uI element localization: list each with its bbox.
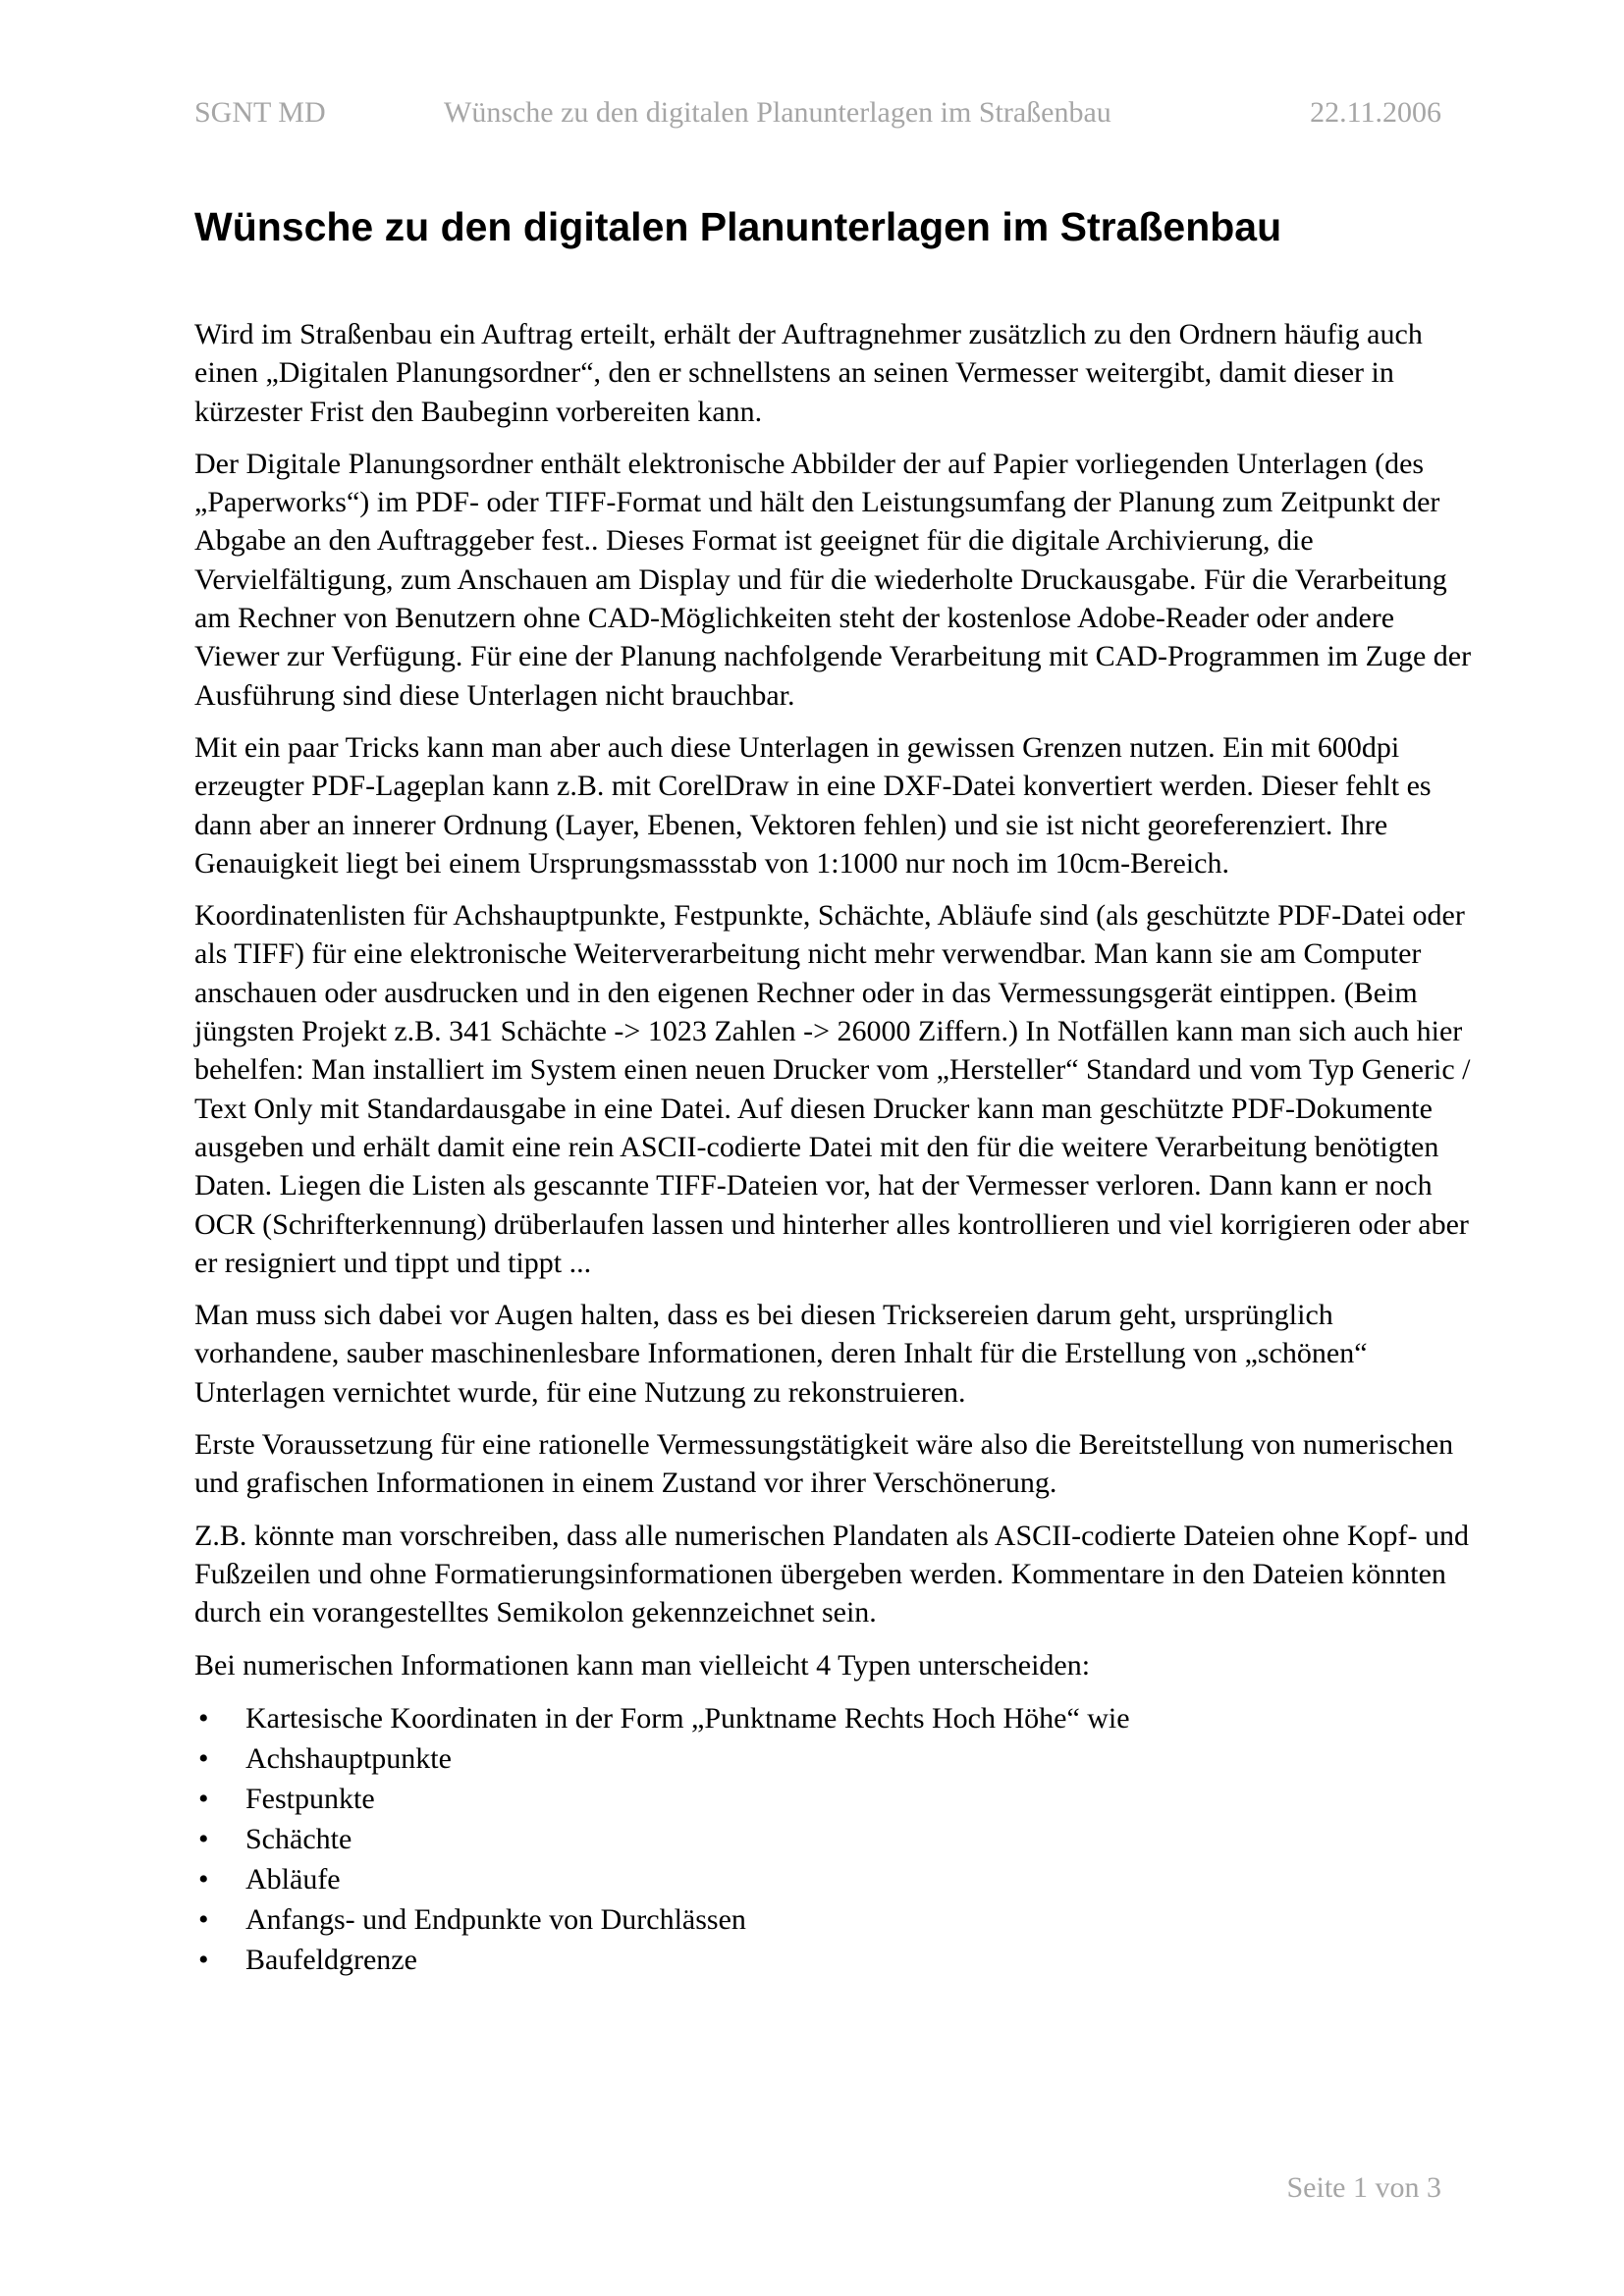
page-number: Seite 1 von 3 [1286,2171,1441,2204]
bullet-icon: • [198,1862,209,1896]
paragraph: Wird im Straßenbau ein Auftrag erteilt, erhält der Auftragnehmer zusätzlich zu den Ordnern häufig auch einen „Digitalen Planungsordner“, den er schnellstens an seinen Vermesser weitergibt, damit dieser in kürzester Frist den Baubeginn vorbereiten kann. [194,318,1423,428]
paragraph: Mit ein paar Tricks kann man aber auch diese Unterlagen in gewissen Grenzen nutzen. Ein mit 600dpi erzeugter PDF-Lageplan kann z.B. mit CorelDraw in eine DXF-Datei konvertiert werden. Dieser fehlt es dann aber an innerer Ordnung (Layer, Ebenen, Vektoren fehlen) und sie ist nicht georeferenziert. Ihre Genauigkeit liegt bei einem Ursprungsmassstab von 1:1000 nur noch im 10cm-Bereich. [194,730,1432,880]
header-organization: SGNT MD [194,96,326,129]
paragraph: Koordinatenlisten für Achshauptpunkte, Festpunkte, Schächte, Abläufe sind (als geschützte PDF-Datei oder als TIFF) für eine elektronische Weiterverarbeitung nicht mehr verwendbar. Man kann sie am Computer anschauen oder ausdrucken und in den eigenen Rechner oder in das Vermessungsgerät eintippen. (Beim jüngsten Projekt z.B. 341 Schächte -> 1023 Zahlen -> 26000 Ziffern.) In Notfällen kann man sich auch hier behelfen: Man installiert im System einen neuen Drucker vom „Hersteller“ Standard und vom Typ Generic / Text Only mit Standardausgabe in eine Datei. Auf diesen Drucker kann man geschützte PDF-Dokumente ausgeben und erhält damit eine rein ASCII-codierte Datei mit den für die weitere Verarbeitung benötigten Daten. Liegen die Listen als gescannte TIFF-Dateien vor, hat der Vermesser verloren. Dann kann er noch OCR (Schrifterkennung) drüberlaufen lassen und hinterher alles kontrollieren und viel korrigieren oder aber er resigniert und tippt und tippt ... [194,899,1471,1279]
list-item-text: Festpunkte [245,1782,375,1815]
list-item [194,1940,1481,1980]
list-item-text: Anfangs- und Endpunkte von Durchlässen [245,1902,746,1936]
page-header [194,96,1441,139]
bullet-list [194,1698,1481,1980]
list-item-text: Schächte [245,1822,352,1855]
list-item [194,1899,1481,1940]
list-item-text: Abläufe [245,1862,341,1896]
paragraph: Bei numerischen Informationen kann man vielleicht 4 Typen unterscheiden: [194,1648,1091,1682]
header-document-title: Wünsche zu den digitalen Planunterlagen im Straßenbau [444,96,1111,129]
bullet-icon: • [198,1701,209,1735]
bullet-icon: • [198,1902,209,1936]
paragraph: Der Digitale Planungsordner enthält elektronische Abbilder der auf Papier vorliegenden Unterlagen (des „Paperworks“) im PDF- oder TIFF-Format und hält den Leistungsumfang der Planung zum Zeitpunkt der Abgabe an den Auftraggeber fest.. Dieses Format ist geeignet für die digitale Archivierung, die Vervielfältigung, zum Anschauen am Display und für die wiederholte Druckausgabe. Für die Verarbeitung am Rechner von Benutzern ohne CAD-Möglichkeiten steht der kostenlose Adobe-Reader oder andere Viewer zur Verfügung. Für eine der Planung nachfolgende Verarbeitung mit CAD-Programmen im Zuge der Ausführung sind diese Unterlagen nicht brauchbar. [194,447,1472,712]
paragraph: Erste Voraussetzung für eine rationelle Vermessungstätigkeit wäre also die Bereitstellung von numerischen und grafischen Informationen in einem Zustand vor ihrer Verschönerung. [194,1428,1454,1500]
paragraph: Man muss sich dabei vor Augen halten, dass es bei diesen Tricksereien darum geht, ursprünglich vorhandene, sauber maschinenlesbare Informationen, deren Inhalt für die Erstellung von „schönen“ Unterlagen vernichtet wurde, für eine Nutzung zu rekonstruieren. [194,1299,1368,1409]
list-item [194,1819,1481,1859]
list-item [194,1779,1481,1819]
list-item [194,1738,1481,1779]
header-date: 22.11.2006 [1310,96,1441,129]
bullet-icon: • [198,1943,209,1976]
list-item [194,1859,1481,1899]
bullet-icon: • [198,1822,209,1855]
paragraph: Z.B. könnte man vorschreiben, dass alle numerischen Plandaten als ASCII-codierte Dateien ohne Kopf- und Fußzeilen und ohne Formatierungsinformationen übergeben werden. Kommentare in den Dateien könnten durch ein vorangestelltes Semikolon gekennzeichnet sein. [194,1519,1469,1629]
bullet-icon: • [198,1782,209,1815]
document-title: Wünsche zu den digitalen Planunterlagen im Straßenbau [194,204,1282,249]
list-item-text: Kartesische Koordinaten in der Form „Punktname Rechts Hoch Höhe“ wie [245,1701,1130,1735]
bullet-icon: • [198,1741,209,1775]
list-item-text: Achshauptpunkte [245,1741,452,1775]
document-body [194,315,1481,1980]
list-item-text: Baufeldgrenze [245,1943,417,1976]
list-item [194,1698,1481,1738]
